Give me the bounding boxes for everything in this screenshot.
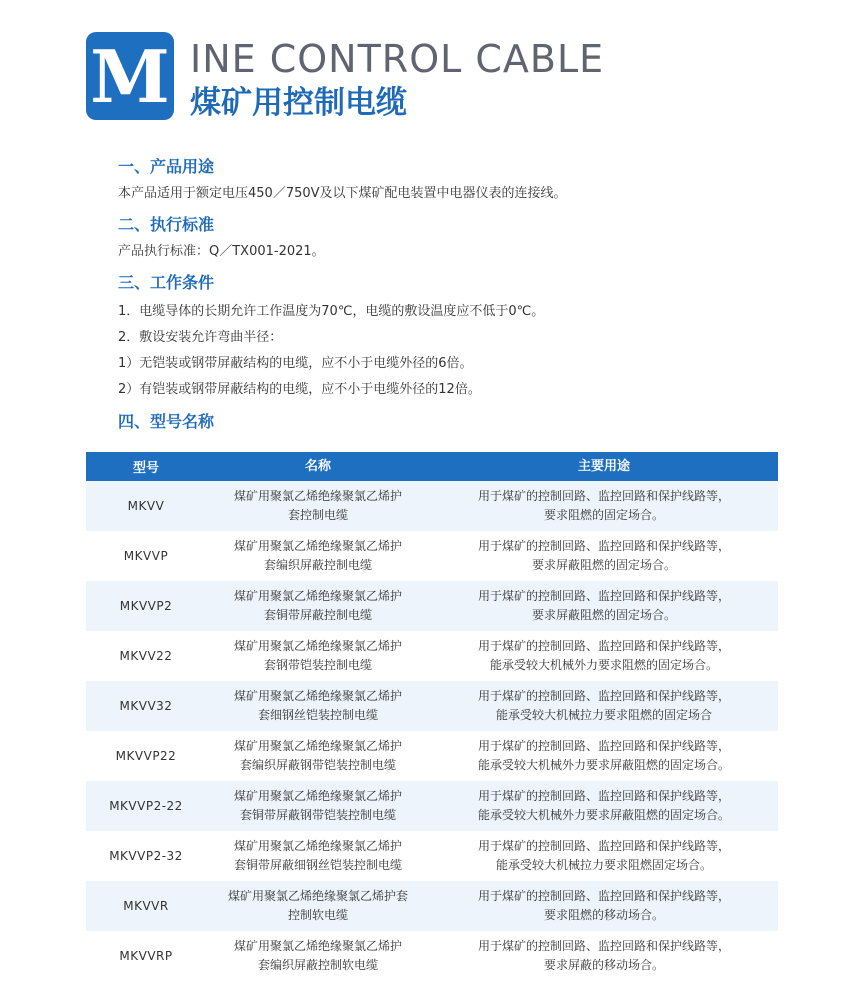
cell-use-line: 用于煤矿的控制回路、监控回路和保护线路等， [477,489,730,503]
cell-name-line: 煤矿用聚氯乙烯绝缘聚氯乙烯护 [233,589,402,603]
cell-name-line: 煤矿用聚氯乙烯绝缘聚氯乙烯护 [233,739,402,753]
cell-use [430,537,778,575]
cell-use [430,737,778,775]
cell-model: MKVVRP [119,949,173,963]
cell-name-line: 套编织屏蔽控制电缆 [263,558,372,572]
cell-use-line: 要求屏蔽的移动场合。 [543,958,664,972]
cell-use-line: 要求阻燃的固定场合。 [543,508,664,522]
cell-model: MKVV32 [119,699,173,713]
condition-line: 2）有铠装或钢带屏蔽结构的电缆，应不小于电缆外径的12倍。 [118,382,481,397]
cell-use-line: 能承受较大机械拉力要求阻燃的固定场合 [495,708,712,722]
cell-model: MKVVP2-22 [109,799,183,813]
header-use: 主要用途 [577,459,630,474]
cell-use [430,787,778,825]
cell-name-line: 套铜带屏蔽控制电缆 [263,608,372,622]
table-header [86,452,778,481]
table-row [86,881,778,931]
title-chinese: 煤矿用控制电缆 [190,85,407,121]
cell-use-line: 用于煤矿的控制回路、监控回路和保护线路等， [477,639,730,653]
cell-name-line: 煤矿用聚氯乙烯绝缘聚氯乙烯护 [233,689,402,703]
cell-use-line: 能承受较大机械外力要求屏蔽阻燃的固定场合。 [477,758,730,772]
cell-name-line: 煤矿用聚氯乙烯绝缘聚氯乙烯护 [233,539,402,553]
cell-use-line: 要求屏蔽阻燃的固定场合。 [531,608,676,622]
cell-use [430,887,778,925]
cell-name-line: 煤矿用聚氯乙烯绝缘聚氯乙烯护 [233,639,402,653]
header-name: 名称 [304,459,331,474]
cell-name [206,687,430,725]
title-english: INE CONTROL CABLE [190,37,605,81]
condition-line: 1）无铠装或钢带屏蔽结构的电缆，应不小于电缆外径的6倍。 [118,356,473,371]
cell-use-line: 用于煤矿的控制回路、监控回路和保护线路等， [477,539,730,553]
cell-name-line: 套铜带屏蔽钢带铠装控制电缆 [239,808,396,822]
cell-name-line: 煤矿用聚氯乙烯绝缘聚氯乙烯护套 [227,889,408,903]
cell-model: MKVVR [123,899,169,913]
cell-use-line: 用于煤矿的控制回路、监控回路和保护线路等， [477,839,730,853]
cell-name-line: 煤矿用聚氯乙烯绝缘聚氯乙烯护 [233,789,402,803]
cell-name [206,787,430,825]
section-heading-standard: 二、执行标准 [118,215,215,234]
table-row [86,781,778,831]
cell-name-line: 套编织屏蔽钢带铠装控制电缆 [239,758,396,772]
table-row [86,681,778,731]
cell-use [430,837,778,875]
logo-letter: M [90,34,170,119]
cell-use-line: 用于煤矿的控制回路、监控回路和保护线路等， [477,789,730,803]
cell-name [206,587,430,625]
cell-name [206,537,430,575]
table-row [86,481,778,531]
cell-name-line: 套控制电缆 [287,508,348,522]
cell-name [206,887,430,925]
cell-name-line: 煤矿用聚氯乙烯绝缘聚氯乙烯护 [233,489,402,503]
cell-name-line: 套细钢丝铠装控制电缆 [257,708,378,722]
model-table [86,452,778,981]
table-row [86,731,778,781]
cell-use [430,637,778,675]
cell-use [430,937,778,975]
condition-line: 2．敷设安装允许弯曲半径： [118,330,283,345]
cell-use-line: 能承受较大机械拉力要求阻燃固定场合。 [495,858,712,872]
cell-use-line: 用于煤矿的控制回路、监控回路和保护线路等， [477,689,730,703]
section-text-purpose: 本产品适用于额定电压450／750V及以下煤矿配电装置中电器仪表的连接线。 [118,186,567,201]
cell-name [206,937,430,975]
cell-model: MKVV [127,499,165,513]
cell-name-line: 煤矿用聚氯乙烯绝缘聚氯乙烯护 [233,939,402,953]
cell-name [206,487,430,525]
cell-use-line: 能承受较大机械外力要求阻燃的固定场合。 [489,658,718,672]
cell-use-line: 要求屏蔽阻燃的固定场合。 [531,558,676,572]
cell-name-line: 煤矿用聚氯乙烯绝缘聚氯乙烯护 [233,839,402,853]
cell-name-line: 套钢带铠装控制电缆 [263,658,372,672]
table-row [86,931,778,981]
cell-use-line: 用于煤矿的控制回路、监控回路和保护线路等， [477,589,730,603]
cell-name-line: 套铜带屏蔽细钢丝铠装控制电缆 [233,858,402,872]
cell-name [206,837,430,875]
cell-use-line: 用于煤矿的控制回路、监控回路和保护线路等， [477,889,730,903]
condition-line: 1．电缆导体的长期允许工作温度为70℃，电缆的敷设温度应不低于0℃。 [118,304,545,319]
cell-name [206,737,430,775]
cell-use-line: 要求阻燃的移动场合。 [543,908,664,922]
cell-model: MKVVP2-32 [109,849,183,863]
cell-use-line: 用于煤矿的控制回路、监控回路和保护线路等， [477,939,730,953]
table-row [86,831,778,881]
table-row [86,581,778,631]
cell-name-line: 控制软电缆 [287,908,348,922]
cell-use-line: 能承受较大机械外力要求屏蔽阻燃的固定场合。 [477,808,730,822]
cell-name-line: 套编织屏蔽控制软电缆 [257,958,378,972]
cell-use [430,487,778,525]
table-row [86,631,778,681]
cell-model: MKVVP [123,549,169,563]
cell-model: MKVVP22 [115,749,177,763]
cell-name [206,637,430,675]
logo [86,32,174,120]
table-body [86,481,778,981]
section-heading-conditions: 三、工作条件 [118,273,215,292]
cell-model: MKVVP2 [119,599,173,613]
cell-use-line: 用于煤矿的控制回路、监控回路和保护线路等， [477,739,730,753]
cell-use [430,687,778,725]
header-model: 型号 [132,461,159,476]
section-heading-models: 四、型号名称 [118,412,215,431]
table-row [86,531,778,581]
cell-use [430,587,778,625]
cell-model: MKVV22 [119,649,173,663]
section-heading-purpose: 一、产品用途 [118,157,215,176]
section-text-standard: 产品执行标准：Q／TX001-2021。 [118,244,325,259]
